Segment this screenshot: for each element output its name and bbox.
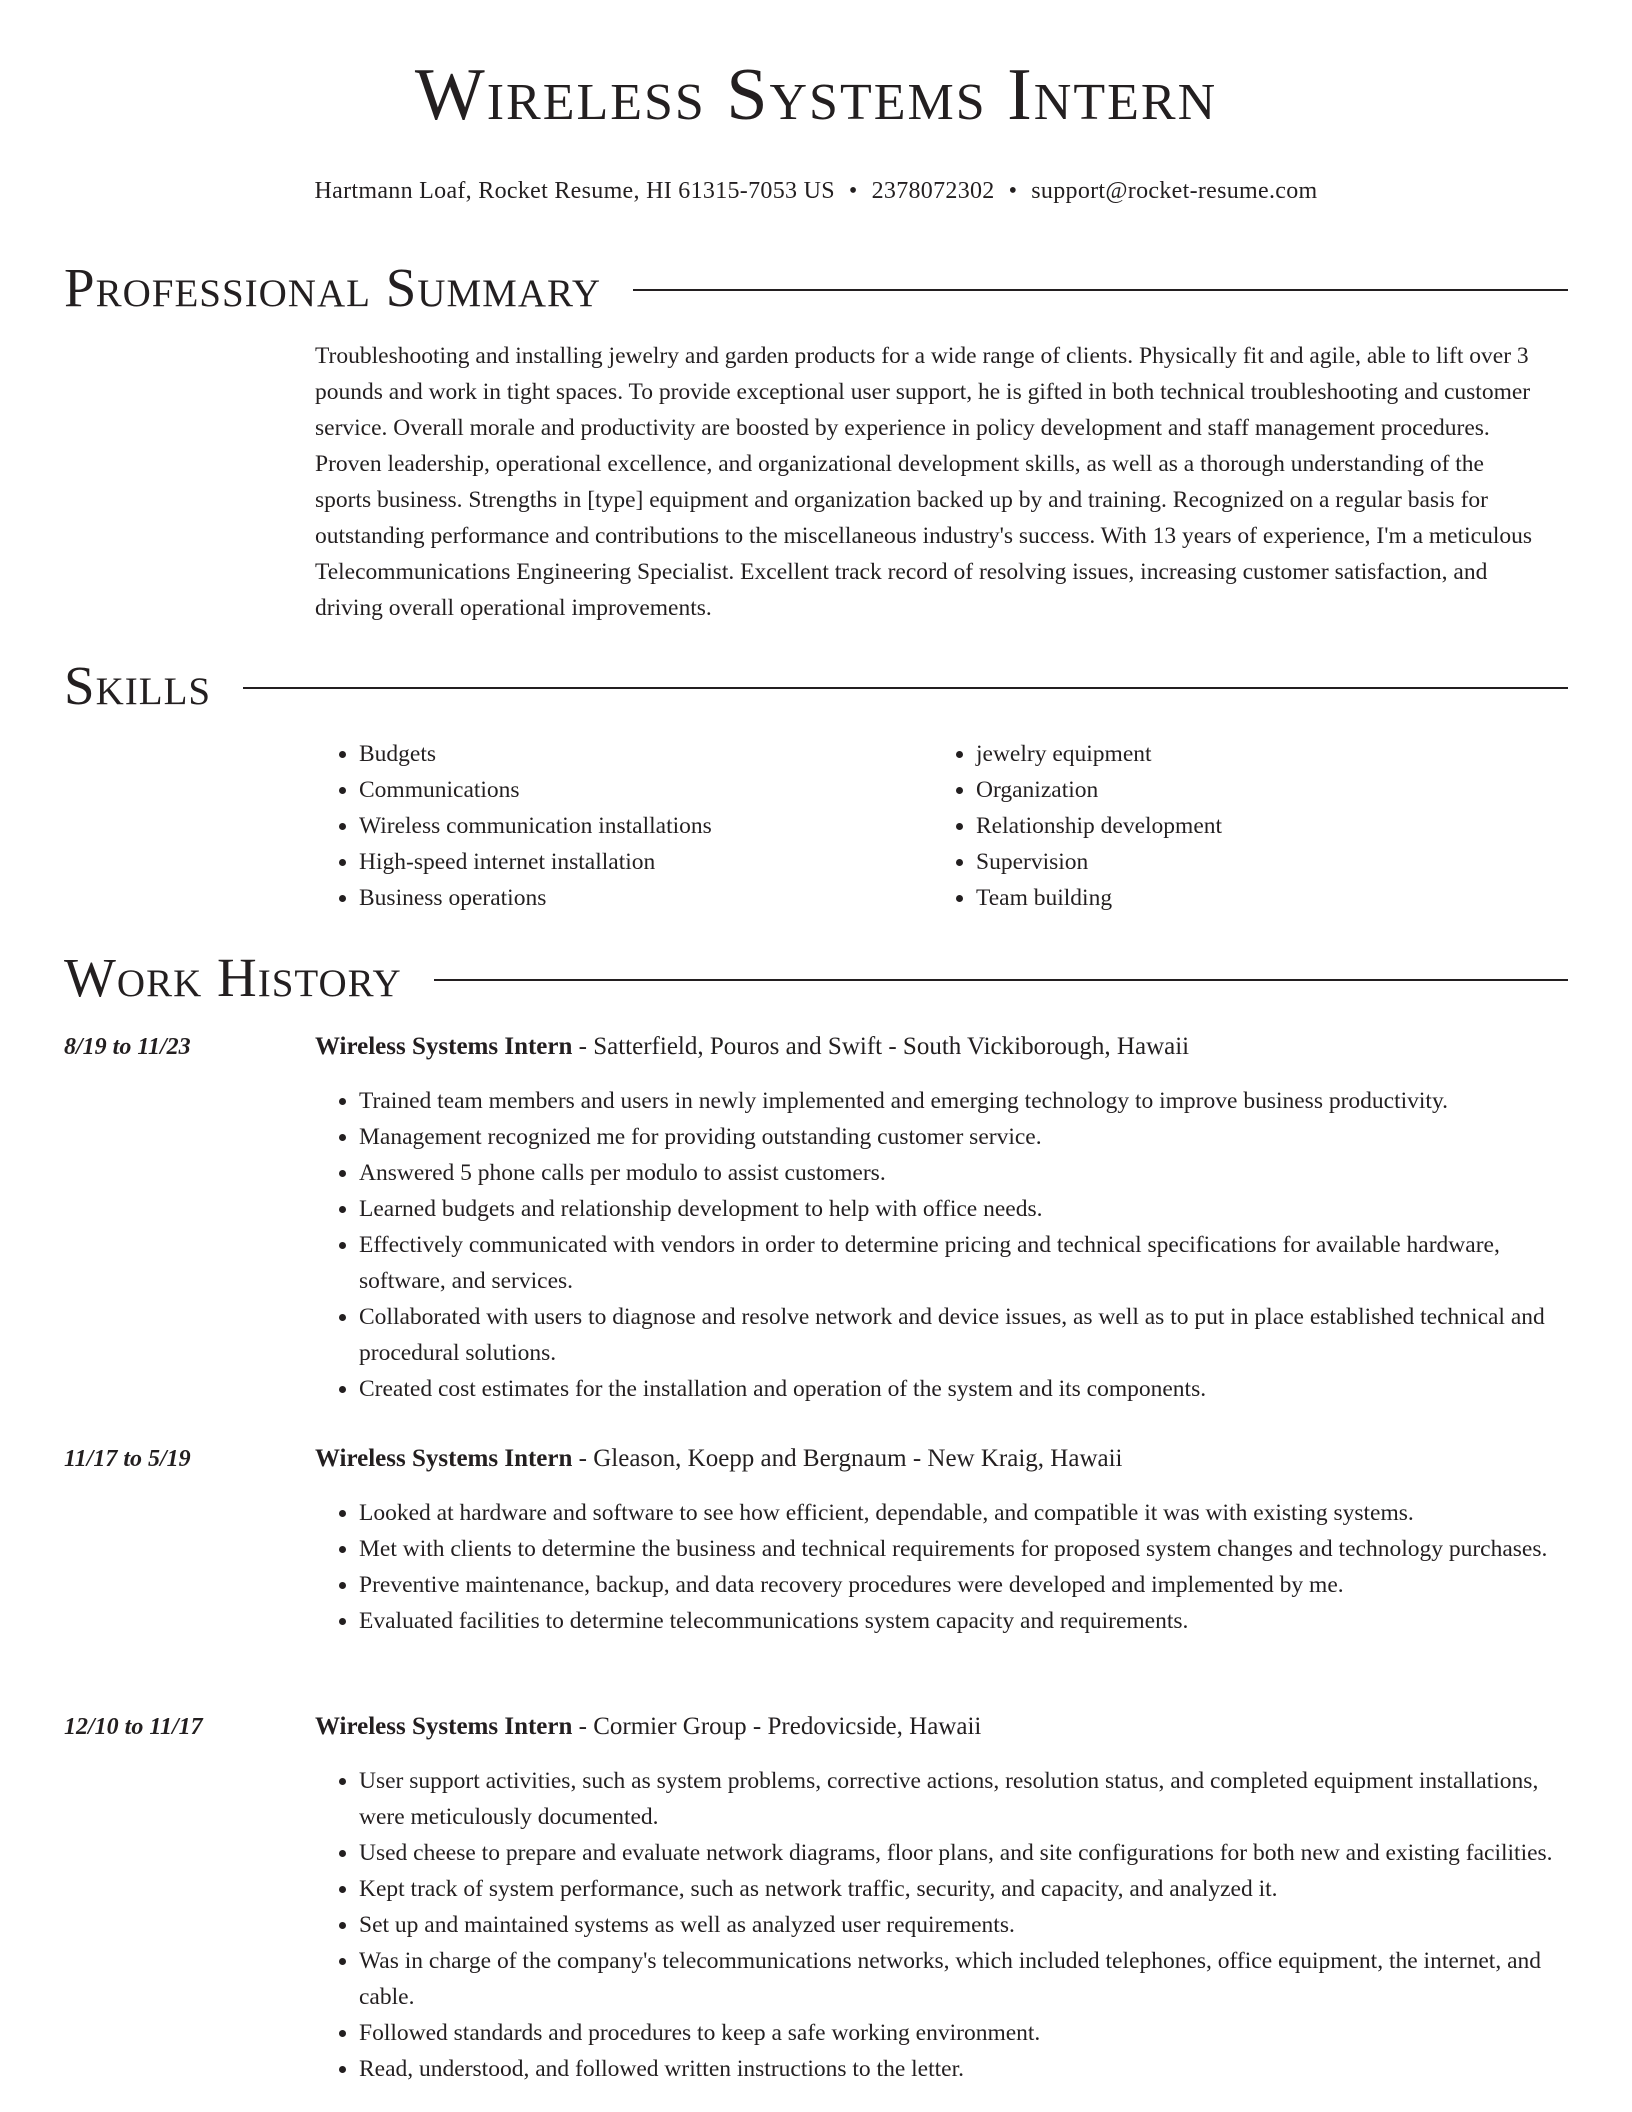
job-title: Wireless Systems Intern <box>315 1033 573 1060</box>
job-bullet: • Read, understood, and followed written instructions to the letter. <box>359 2051 1609 2087</box>
job-title-line <box>315 1709 1565 1745</box>
resume-name: Wireless Systems Intern <box>414 54 1218 136</box>
job-bullet: • Used cheese to prepare and evaluate network diagrams, floor plans, and site configurations for both new and existing facilities. <box>359 1835 1609 1871</box>
work-heading: Work History <box>64 947 402 1008</box>
job-dates: 11/17 to 5/19 <box>64 1446 191 1472</box>
job-bullet: • Looked at hardware and software to see how efficient, dependable, and compatible it was with existing systems. <box>359 1495 1609 1531</box>
contact-address: Hartmann Loaf, Rocket Resume, HI 61315-7053 US <box>314 178 835 204</box>
summary-text: Troubleshooting and installing jewelry and garden products for a wide range of clients. Physically fit and agile, able to lift over 3 pounds and work in tight spaces. To provide exceptional user support, he is gifted in both technical troubleshooting and customer service. Overall morale and productivity are boosted by experience in policy development and staff management procedures. Proven leadership, operational excellence, and organizational development skills, as well as a thorough understanding of the sports business. Strengths in [type] equipment and organization backed up by and training. Recognized on a regular basis for outstanding performance and contributions to the miscellaneous industry's success. With 13 years of experience, I'm a meticulous Telecommunications Engineering Specialist. Excellent track record of resolving issues, increasing customer satisfaction, and driving overall operational improvements. <box>315 343 1533 621</box>
contact-line <box>0 176 1632 206</box>
job-bullet: • Preventive maintenance, backup, and data recovery procedures were developed and implemented by me. <box>359 1567 1609 1603</box>
skill-item: • Organization <box>976 772 1549 808</box>
job-bullet: • Trained team members and users in newly implemented and emerging technology to improve business productivity. <box>359 1083 1609 1119</box>
job-bullets <box>315 1495 1609 1639</box>
job-title: Wireless Systems Intern <box>315 1445 573 1472</box>
job-bullet: • Was in charge of the company's telecommunications networks, which included telephones, office equipment, the internet, and cable. <box>359 1943 1609 2015</box>
job-dates: 8/19 to 11/23 <box>64 1034 191 1060</box>
skill-item: • Team building <box>976 880 1549 916</box>
skills-list <box>315 736 1565 916</box>
skill-item: • Budgets <box>359 736 932 772</box>
section-rule <box>633 289 1568 291</box>
job-bullet: • Collaborated with users to diagnose and resolve network and device issues, as well as to put in place established technical and procedural solutions. <box>359 1299 1609 1371</box>
skills-column-right <box>932 736 1549 916</box>
job-bullet: • Effectively communicated with vendors in order to determine pricing and technical specifications for available hardware, software, and services. <box>359 1227 1609 1299</box>
job-bullets <box>315 1083 1609 1407</box>
skill-item: • Business operations <box>359 880 932 916</box>
job-dates: 12/10 to 11/17 <box>64 1714 203 1740</box>
job-bullet: • Set up and maintained systems as well as analyzed user requirements. <box>359 1907 1609 1943</box>
job-bullet: • Created cost estimates for the installation and operation of the system and its components. <box>359 1371 1609 1407</box>
skill-item: • High-speed internet installation <box>359 844 932 880</box>
summary-section-header <box>64 257 1568 318</box>
job-bullets <box>315 1763 1609 2087</box>
section-rule <box>243 687 1568 689</box>
contact-separator: • <box>1008 178 1018 204</box>
job-bullet: • User support activities, such as system problems, corrective actions, resolution status, and completed equipment installations, were meticulously documented. <box>359 1763 1609 1835</box>
contact-phone: 2378072302 <box>871 178 995 204</box>
summary-heading: Professional Summary <box>64 257 602 318</box>
job-bullet: • Answered 5 phone calls per modulo to assist customers. <box>359 1155 1609 1191</box>
skill-item: • Wireless communication installations <box>359 808 932 844</box>
job-employer: - Gleason, Koepp and Bergnaum - New Kraig, Hawaii <box>572 1445 1123 1472</box>
skills-section-header <box>64 655 1568 716</box>
job-employer: - Cormier Group - Predovicside, Hawaii <box>572 1713 982 1740</box>
job-bullet: • Management recognized me for providing outstanding customer service. <box>359 1119 1609 1155</box>
job-bullet: • Evaluated facilities to determine telecommunications system capacity and requirements. <box>359 1603 1609 1639</box>
job-employer: - Satterfield, Pouros and Swift - South Vickiborough, Hawaii <box>572 1033 1190 1060</box>
skill-item: • Communications <box>359 772 932 808</box>
contact-separator: • <box>848 178 858 204</box>
job-bullet: • Learned budgets and relationship development to help with office needs. <box>359 1191 1609 1227</box>
job-title-line <box>315 1029 1565 1065</box>
contact-email: support@rocket-resume.com <box>1031 178 1318 204</box>
skill-item: • jewelry equipment <box>976 736 1549 772</box>
job-bullet: • Followed standards and procedures to keep a safe working environment. <box>359 2015 1609 2051</box>
job-bullet: • Met with clients to determine the business and technical requirements for proposed system changes and technology purchases. <box>359 1531 1609 1567</box>
job-bullet: • Kept track of system performance, such as network traffic, security, and capacity, and analyzed it. <box>359 1871 1609 1907</box>
skills-column-left <box>315 736 932 916</box>
section-rule <box>434 979 1568 981</box>
skills-heading: Skills <box>64 655 212 716</box>
job-title-line <box>315 1441 1565 1477</box>
job-title: Wireless Systems Intern <box>315 1713 573 1740</box>
work-section-header <box>64 947 1568 1008</box>
skill-item: • Supervision <box>976 844 1549 880</box>
skill-item: • Relationship development <box>976 808 1549 844</box>
